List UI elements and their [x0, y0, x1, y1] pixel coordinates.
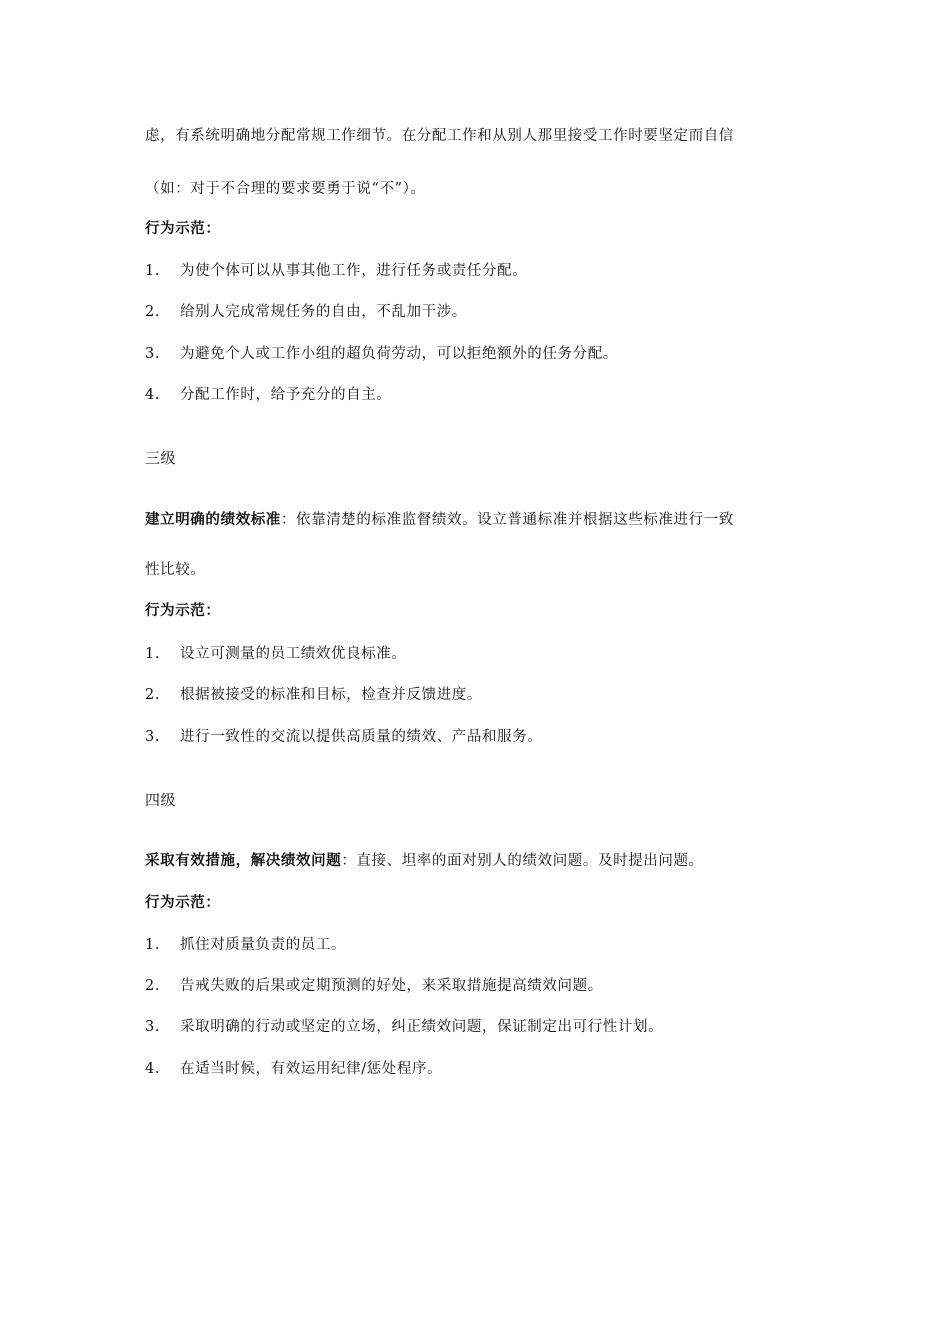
list-item-text: 在适当时候，有效运用纪律/惩处程序。 — [180, 1061, 443, 1077]
list-item — [145, 1017, 663, 1037]
list-item-text: 进行一致性的交流以提供高质量的绩效、产品和服务。 — [180, 729, 543, 745]
list-item-text: 为使个体可以从事其他工作，进行任务或责任分配。 — [180, 263, 528, 279]
list-item — [145, 976, 603, 996]
list-item — [145, 644, 407, 664]
list-item-number: 2. — [145, 687, 161, 703]
list-item-text: 分配工作时，给予充分的自主。 — [180, 387, 392, 403]
list-item-number: 3. — [145, 1019, 161, 1035]
level-3-competency — [145, 510, 734, 530]
list-item-text: 给别人完成常规任务的自由，不乱加干涉。 — [180, 304, 467, 320]
intro-line-1: 虑，有系统明确地分配常规工作细节。在分配工作和从别人那里接受工作时要坚定而自信 — [145, 128, 734, 144]
list-item — [145, 1059, 442, 1079]
list-item — [145, 385, 391, 405]
level-4-heading: 四级 — [145, 791, 177, 809]
list-item-text: 告戒失败的后果或定期预测的好处，来采取措施提高绩效问题。 — [180, 978, 603, 994]
list-item — [145, 302, 467, 322]
list-item-number: 1. — [145, 937, 161, 953]
competency-description: ：依靠清楚的标准监督绩效。设立普通标准并根据这些标准进行一致 — [280, 512, 734, 528]
list-item — [145, 344, 618, 364]
competency-description-continued: 性比较。 — [145, 562, 206, 578]
list-item-number: 2. — [145, 304, 161, 320]
behavior-title: 行为示范： — [145, 602, 221, 619]
list-item-number: 1. — [145, 646, 161, 662]
list-item-number: 1. — [145, 263, 161, 279]
behavior-title: 行为示范： — [145, 220, 221, 237]
level-4-competency — [145, 851, 704, 871]
competency-title: 建立明确的绩效标准 — [145, 511, 281, 528]
list-item — [145, 685, 482, 705]
behavior-title: 行为示范： — [145, 894, 221, 911]
competency-description: ：直接、坦率的面对别人的绩效问题。及时提出问题。 — [341, 853, 704, 869]
competency-title: 采取有效措施，解决绩效问题 — [145, 852, 342, 869]
list-item-text: 抓住对质量负责的员工。 — [180, 937, 347, 953]
list-item-number: 4. — [145, 1061, 161, 1077]
intro-line-2: （如：对于不合理的要求要勇于说“不”）。 — [145, 181, 426, 197]
list-item-number: 2. — [145, 978, 161, 994]
list-item — [145, 935, 346, 955]
list-item-number: 4. — [145, 387, 161, 403]
list-item-text: 根据被接受的标准和目标，检查并反馈进度。 — [180, 687, 482, 703]
list-item-text: 采取明确的行动或坚定的立场，纠正绩效问题，保证制定出可行性计划。 — [180, 1019, 664, 1035]
list-item — [145, 727, 542, 747]
list-item-text: 为避免个人或工作小组的超负荷劳动，可以拒绝额外的任务分配。 — [180, 346, 618, 362]
list-item-number: 3. — [145, 729, 161, 745]
list-item-text: 设立可测量的员工绩效优良标准。 — [180, 646, 407, 662]
list-item — [145, 261, 527, 281]
list-item-number: 3. — [145, 346, 161, 362]
level-3-heading: 三级 — [145, 449, 177, 467]
